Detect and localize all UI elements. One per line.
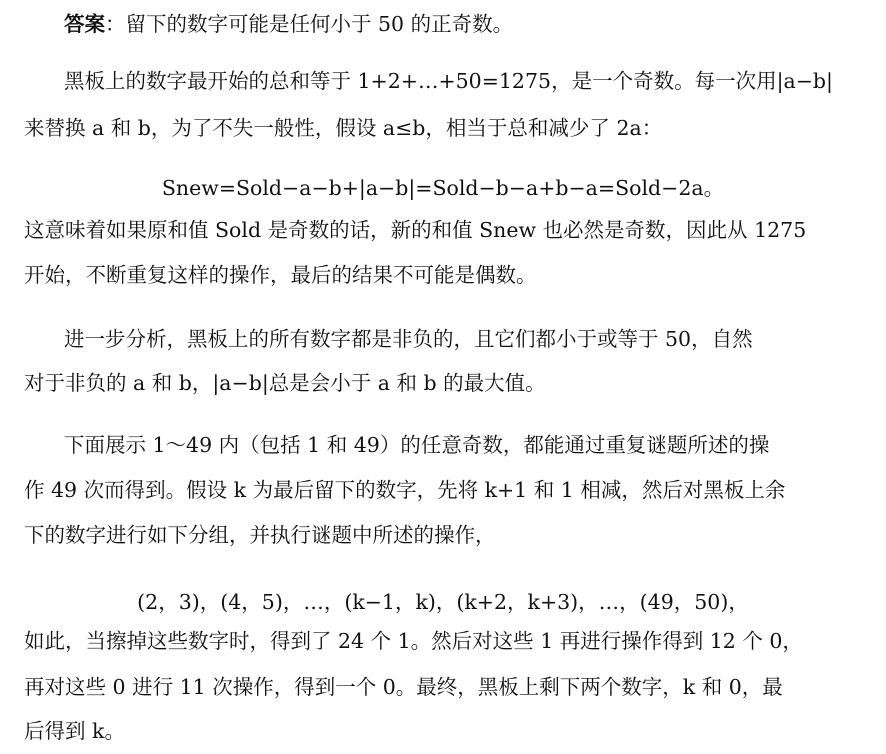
paragraph-line: 后得到 k。 [24,719,125,743]
paragraph-line: 再对这些 0 进行 11 次操作，得到一个 0。最终，黑板上剩下两个数字，k 和 0，最 [24,675,783,699]
paragraph-line: 对于非负的 a 和 b，|a−b|总是会小于 a 和 b 的最大值。 [24,371,546,395]
paragraph-line: 开始，不断重复这样的操作，最后的结果不可能是偶数。 [24,263,537,287]
formula-line: Snew=Sold−a−b+|a−b|=Sold−b−a+b−a=Sold−2a。 [161,176,725,200]
paragraph-line: 这意味着如果原和值 Sold 是奇数的话，新的和值 Snew 也必然是奇数，因此从 1275 [24,218,807,242]
answer-label: 答案 [64,12,105,36]
answer-line [64,10,878,38]
paragraph-line: 如此，当擦掉这些数字时，得到了 24 个 1。然后对这些 1 再进行操作得到 12 个 0， [24,629,803,653]
formula-line: (2，3)，(4，5)，…，(k−1，k)，(k+2，k+3)，…，(49，50)， [137,590,749,614]
paragraph-line: 黑板上的数字最开始的总和等于 1+2+…+50=1275，是一个奇数。每一次用|a−b| [64,69,833,93]
paragraph-line: 下面展示 1～49 内（包括 1 和 49）的任意奇数，都能通过重复谜题所述的操 [64,433,770,457]
paragraph-line: 作 49 次而得到。假设 k 为最后留下的数字，先将 k+1 和 1 相减，然后对黑板上余 [24,478,786,502]
paragraph-line: 进一步分析，黑板上的所有数字都是非负的，且它们都小于或等于 50，自然 [64,327,753,351]
answer-text: ：留下的数字可能是任何小于 50 的正奇数。 [105,12,514,36]
paragraph-line: 下的数字进行如下分组，并执行谜题中所述的操作， [24,523,496,547]
paragraph-line: 来替换 a 和 b，为了不失一般性，假设 a≤b，相当于总和减少了 2a： [24,116,663,140]
